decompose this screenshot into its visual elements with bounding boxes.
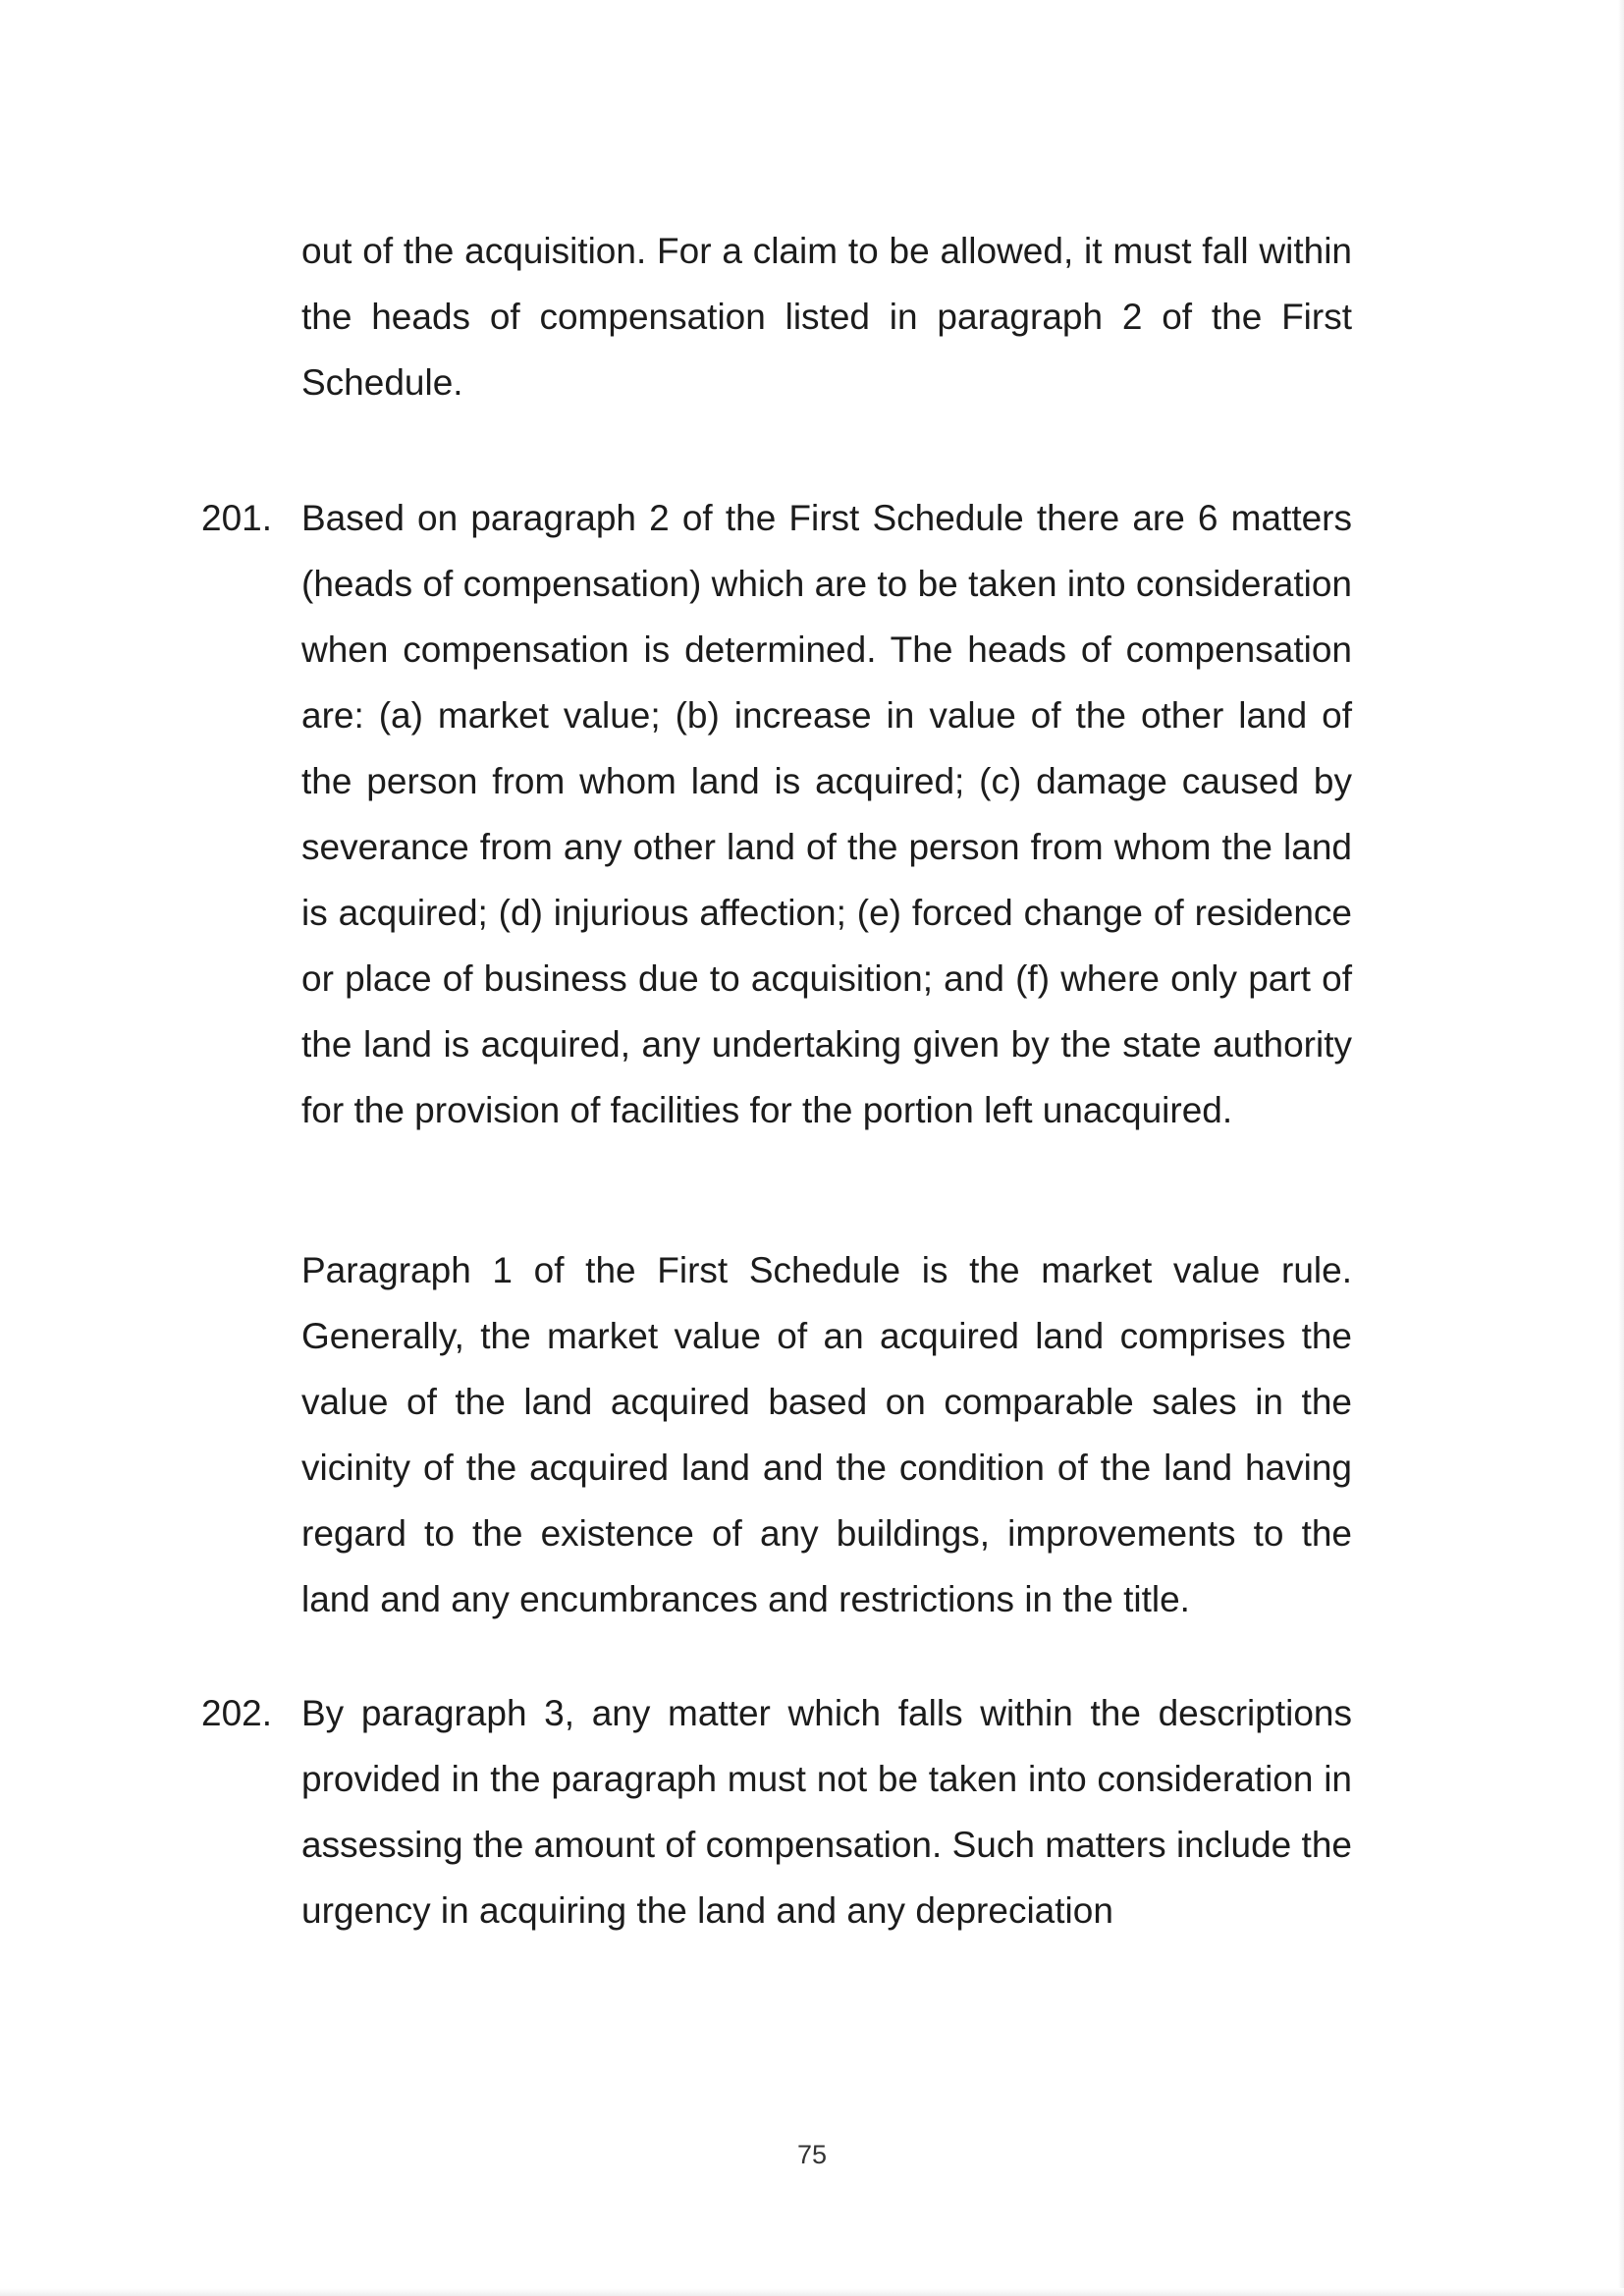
market-value-paragraph: Paragraph 1 of the First Schedule is the market value rule. Generally, the market value of an acquired land comprises the value of the land acquired based on comparable sales in the vicinity of the acquired land and the condition of the land having regard to the existence of any buildings, improvements to the land and any encumbrances and restrictions in the title. bbox=[301, 1250, 1352, 1619]
page-number: 75 bbox=[796, 2140, 828, 2169]
continuation-paragraph: out of the acquisition. For a claim to be allowed, it must fall within the heads of compensation listed in paragraph 2 of the First Schedule. bbox=[301, 231, 1352, 403]
paragraph-number-202: 202. bbox=[201, 1693, 273, 1733]
paragraph-number-201: 201. bbox=[201, 498, 273, 538]
paragraph-201-text: Based on paragraph 2 of the First Schedule there are 6 matters (heads of compensation) which are to be taken into consideration when compensation is determined. The heads of compensation are: (a) market value; (b) increase in value of the other land of the person from whom land is acquired; (c) damage caused by severance from any other land of the person from whom the land is acquired; (d) injurious affection; (e) forced change of residence or place of business due to acquisition; and (f) where only part of the land is acquired, any undertaking given by the state authority for the provision of facilities for the portion left unacquired. bbox=[301, 498, 1352, 1130]
paragraph-202-text: By paragraph 3, any matter which falls within the descriptions provided in the paragraph must not be taken into consideration in assessing the amount of compensation. Such matters include the urgency in acquiring the land and any depreciation bbox=[301, 1693, 1352, 1931]
scan-edge-bottom bbox=[0, 2288, 1624, 2296]
scan-edge-right bbox=[1618, 0, 1624, 2296]
